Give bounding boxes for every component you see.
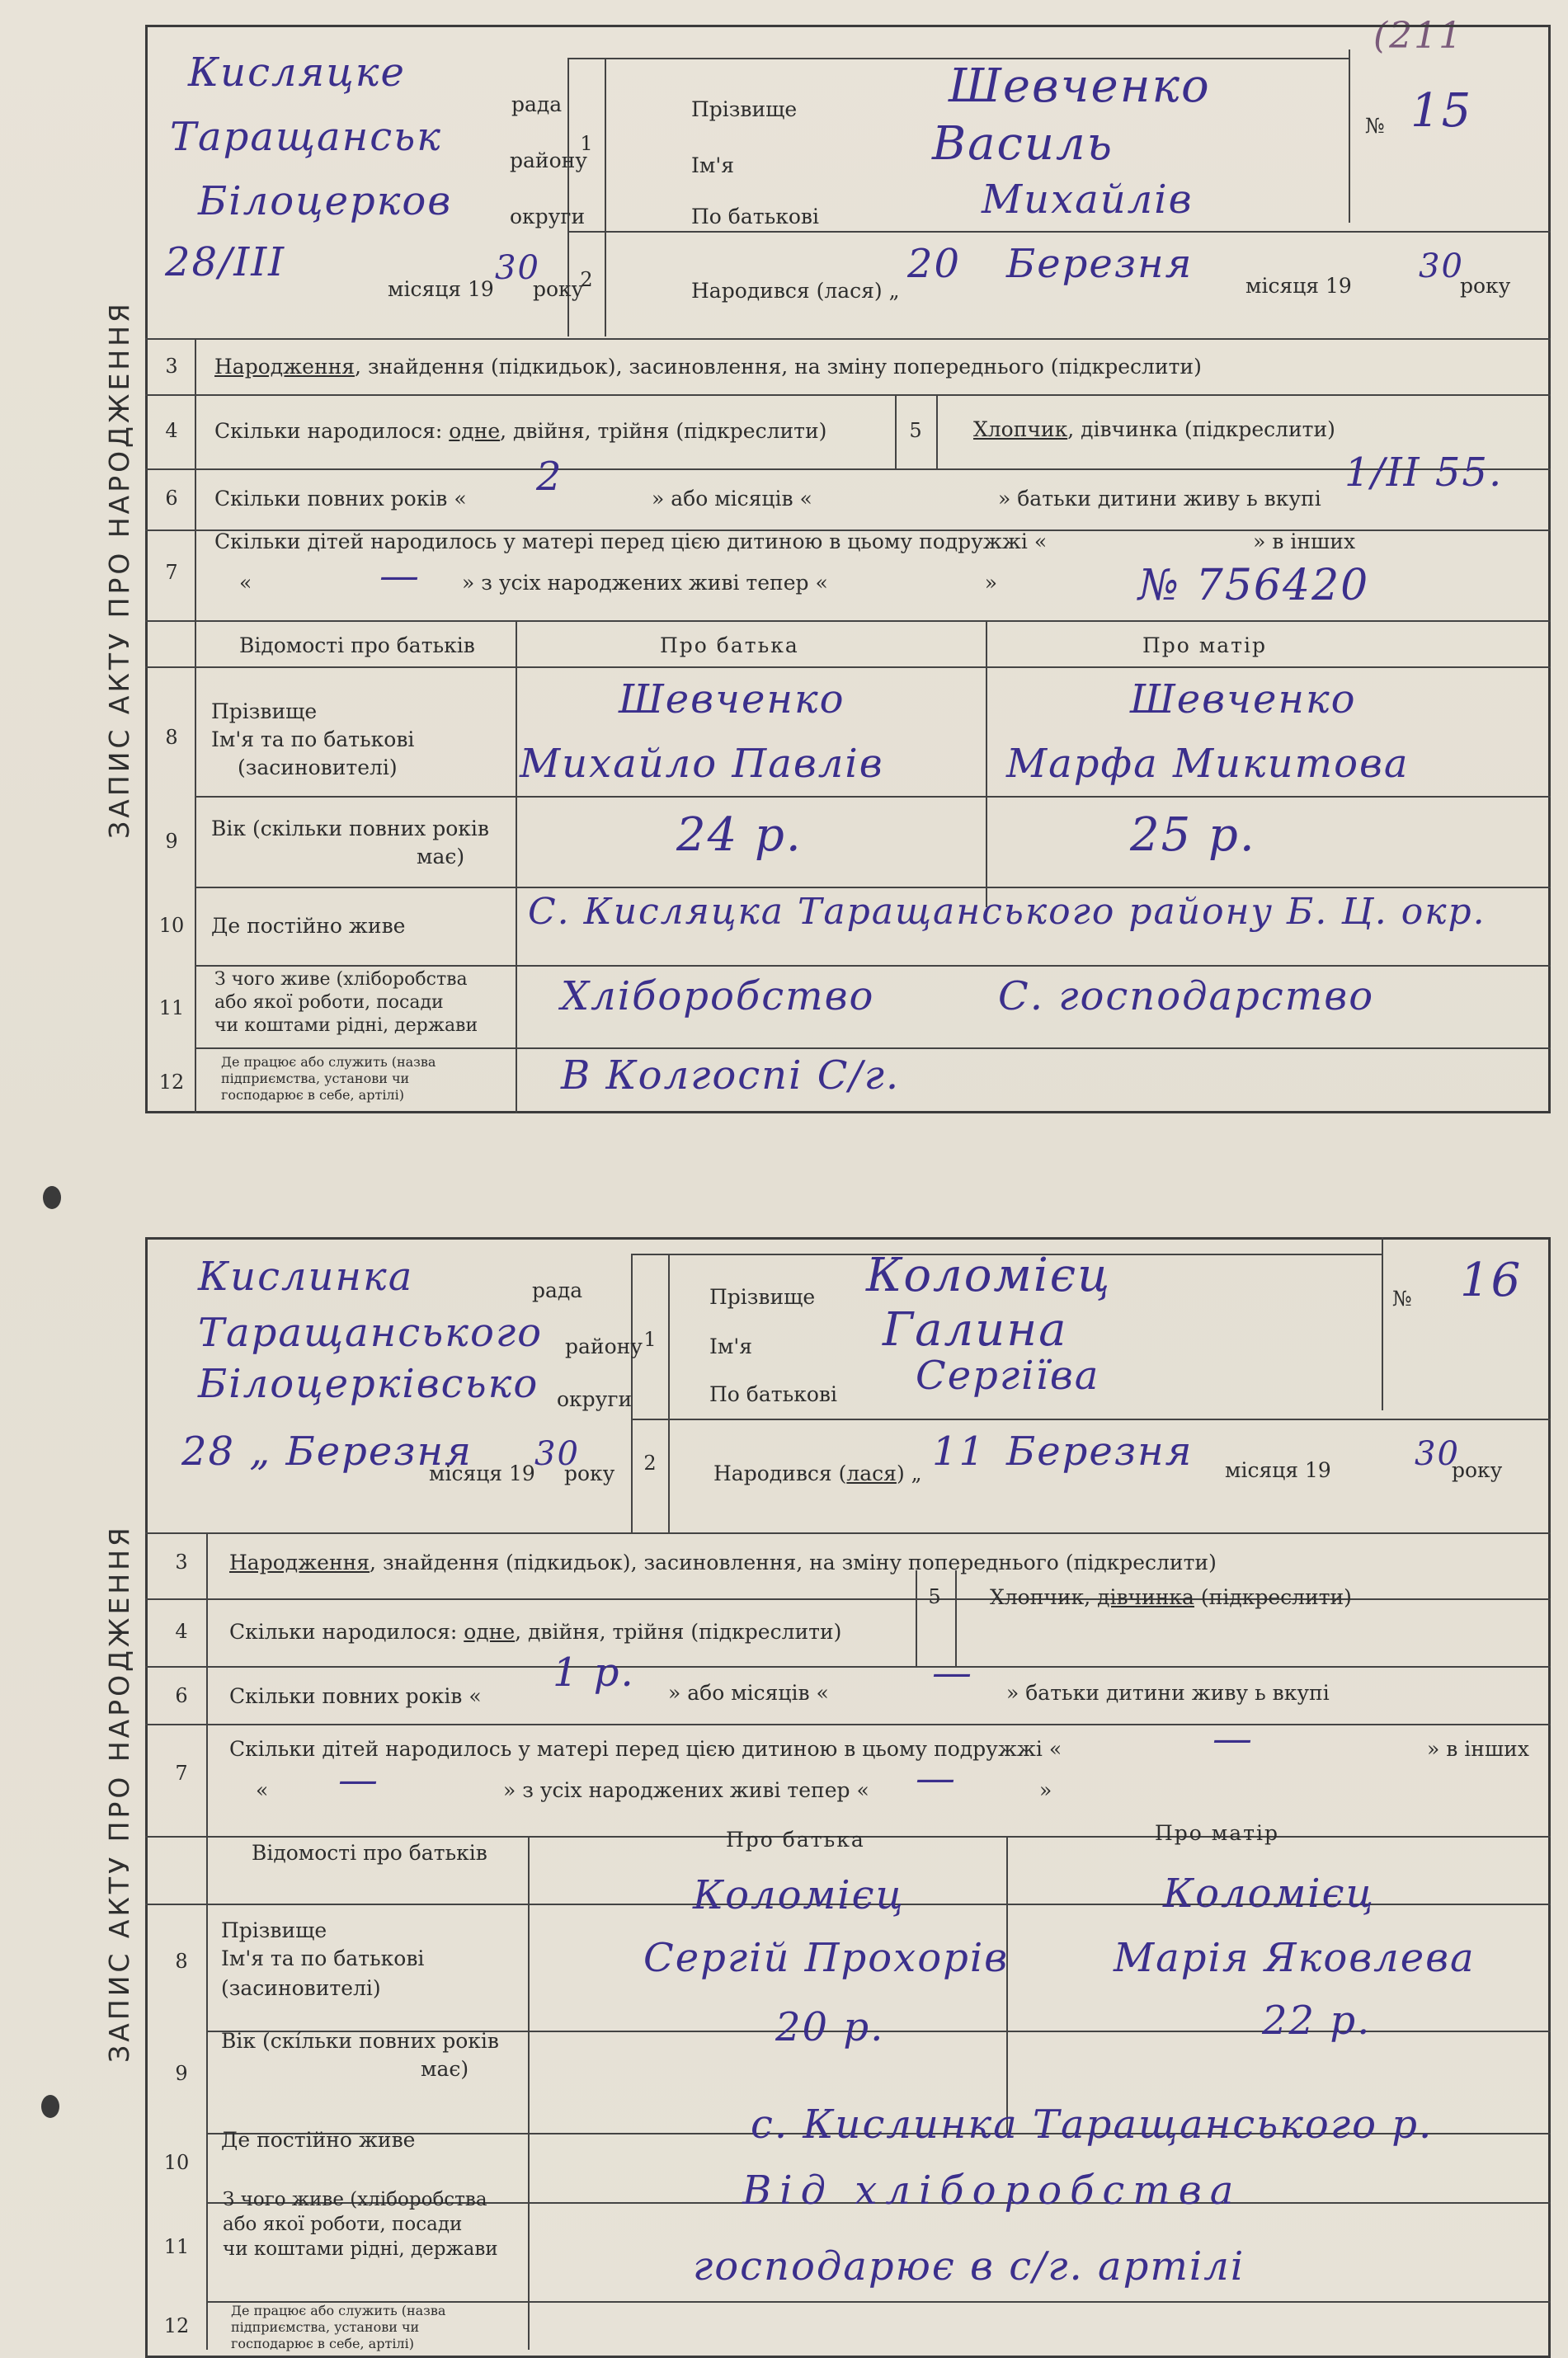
row6-years-label: Скільки повних років « <box>214 487 467 511</box>
row11-label-b: або якої роботи, посади <box>223 2214 463 2235</box>
row6-together-label: » батьки дитини живу ь вкупі <box>998 487 1321 511</box>
row7-other-label: » в інших <box>1427 1737 1529 1761</box>
name-label: Ім'я <box>691 153 734 177</box>
okrug-label: округи <box>557 1387 633 1411</box>
work-value: В Колгоспі С/г. <box>561 1052 901 1099</box>
row-number: 3 <box>175 1551 188 1574</box>
livelihood-value: Від хліборобства <box>742 2167 1242 2214</box>
row8-label-b: Ім'я та по батькові <box>211 727 415 751</box>
row11-label-c: чи коштами рідні, держави <box>214 1015 478 1036</box>
row-number: 10 <box>158 914 185 937</box>
okrug-label: округи <box>510 205 586 228</box>
row4-text: Скільки народилося: одне, двійня, трійня (підкреслити) <box>229 1620 842 1644</box>
row9-label-b: має) <box>421 2057 469 2081</box>
registration-date-value: 28/III <box>165 239 286 285</box>
row6-months-value: — <box>932 1650 973 1696</box>
born-year-label: року <box>1460 274 1511 298</box>
mother-surname-value: Шевченко <box>1130 676 1357 722</box>
row-number: 5 <box>909 419 922 442</box>
mother-age-value: 25 р. <box>1130 808 1256 862</box>
row-number: 8 <box>165 726 178 749</box>
row10-label: Де постійно живе <box>221 2128 416 2152</box>
record-number-label: № <box>1392 1287 1412 1311</box>
born-year-value: 30 <box>1415 1435 1460 1473</box>
row12-label-b: підприємства, установи чи <box>231 2319 420 2335</box>
born-month-value: Березня <box>1006 241 1194 287</box>
father-age-value: 20 р. <box>775 2004 885 2050</box>
surname-label: Прізвище <box>709 1285 816 1309</box>
row11-label-c: чи коштами рідні, держави <box>223 2238 498 2260</box>
residence-value: с. Кислинка Таращанського р. <box>751 2101 1434 2148</box>
mother-name-value: Марія Яковлева <box>1114 1935 1476 1981</box>
council-value: Кисляцке <box>188 49 406 96</box>
row8-label-c: (засиновителі) <box>221 1976 381 2000</box>
record-number-value: 15 <box>1410 84 1473 138</box>
born-month-label: місяця 19 <box>1225 1458 1331 1482</box>
row12-label-b: підприємства, установи чи <box>221 1071 410 1086</box>
row-number: 2 <box>580 268 593 291</box>
row8-label-a: Прізвище <box>221 1918 327 1942</box>
row-number: 1 <box>580 132 593 155</box>
row7-alive-label: » з усіх народжених живі тепер « » <box>462 571 998 595</box>
record-number-label: № <box>1365 114 1385 138</box>
born-label: Народився (лася) „ <box>691 279 900 303</box>
binder-hole-top <box>43 1186 61 1209</box>
father-name-value: Сергій Прохорів <box>643 1935 1010 1981</box>
mother-livelihood-value: С. господарство <box>998 973 1375 1019</box>
binder-hole-bottom <box>41 2095 59 2118</box>
row7-stamp-number: № 756420 <box>1138 561 1370 610</box>
mother-header: Про матір <box>1142 633 1267 657</box>
row7-dash: — <box>379 553 421 599</box>
row10-label: Де постійно живе <box>211 914 406 938</box>
row6-together-label: » батьки дитини живу ь вкупі <box>1006 1681 1330 1705</box>
row6-years-value: 1 р. <box>553 1650 635 1696</box>
registration-year-value: 30 <box>495 249 540 287</box>
row7-alive-label: » з усіх народжених живі тепер « <box>503 1778 869 1802</box>
row-number: 4 <box>165 419 178 442</box>
row7-dash2: — <box>338 1757 379 1803</box>
row6-years-label: Скільки повних років « <box>229 1684 482 1708</box>
row-number: 9 <box>165 830 178 853</box>
registration-month-label: місяця 19 <box>429 1461 535 1485</box>
registration-date-value: 28 „ Березня <box>181 1428 473 1475</box>
surname-label: Прізвище <box>691 97 798 121</box>
row5-text: Хлопчик, дівчинка (підкреслити) <box>973 417 1335 441</box>
row-number: 12 <box>163 2314 190 2337</box>
row9-label-a: Вік (скі́льки повних років <box>221 2029 499 2053</box>
district-label: району <box>510 148 587 172</box>
mother-surname-value: Коломієц <box>1163 1871 1376 1917</box>
row6-years-value: 2 <box>536 454 563 500</box>
birth-record-15 <box>91 25 1551 1113</box>
born-label: Народився (лася) „ <box>713 1461 922 1485</box>
row9-label-b: має) <box>417 845 465 868</box>
row8-label-c: (засиновителі) <box>238 755 398 779</box>
registration-year-label: року <box>533 277 584 301</box>
row3-text: Народження, знайдення (підкидьок), засиновлення, на зміну попереднього (підкреслити) <box>214 355 1202 379</box>
row-number: 3 <box>165 355 178 378</box>
patronymic-value: Сергіїва <box>916 1353 1100 1399</box>
row3-text: Народження, знайдення (підкидьок), засиновлення, на зміну попереднього (підкреслити) <box>229 1551 1217 1574</box>
born-year-label: року <box>1452 1458 1503 1482</box>
work-value: господарює в с/г. артілі <box>693 2243 1245 2290</box>
row-number: 1 <box>643 1328 657 1351</box>
row11-label-a: З чого живе (хліборобства <box>214 969 468 990</box>
row12-label-c: господарює в себе, артілі) <box>221 1087 404 1103</box>
surname-value: Коломієц <box>866 1249 1112 1302</box>
registration-year-value: 30 <box>534 1435 580 1473</box>
row7-line1: Скільки дітей народилось у матері перед цією дитиною в цьому подружжі « <box>229 1737 1062 1761</box>
father-header: Про батька <box>726 1828 865 1852</box>
father-age-value: 24 р. <box>676 808 803 862</box>
row-number: 11 <box>158 996 185 1019</box>
district-value: Таращанськ <box>170 114 442 160</box>
okrug-value: Білоцерков <box>198 178 453 224</box>
father-surname-value: Шевченко <box>619 676 845 722</box>
name-value: Василь <box>932 117 1114 171</box>
okrug-value: Білоцерківсько <box>198 1361 539 1407</box>
patronymic-label: По батькові <box>691 205 819 228</box>
row9-label-a: Вік (скільки повних років <box>211 817 489 840</box>
father-livelihood-value: Хліборобство <box>561 973 875 1019</box>
birth-record-16 <box>91 1237 1551 2350</box>
row12-label-a: Де працює або служить (назва <box>231 2303 446 2318</box>
registration-month-label: місяця 19 <box>388 277 494 301</box>
row-number: 9 <box>175 2062 188 2085</box>
row-number: 2 <box>643 1452 657 1475</box>
patronymic-value: Михайлів <box>982 176 1194 223</box>
row-number: 4 <box>175 1620 188 1643</box>
row7-line2: « <box>256 1778 269 1802</box>
corner-mark: (211 <box>1373 15 1464 57</box>
born-day-value: 20 <box>907 241 962 287</box>
row-number: 6 <box>165 487 178 510</box>
row12-label-c: господарює в себе, артілі) <box>231 2336 414 2351</box>
record-number-value: 16 <box>1460 1254 1523 1307</box>
row11-label-b: або якої роботи, посади <box>214 992 444 1013</box>
record-side-title: ЗАПИС АКТУ ПРО НАРОДЖЕННЯ <box>102 299 135 839</box>
mother-header: Про матір <box>1155 1821 1279 1845</box>
row11-label-a: З чого живе (хліборобства <box>223 2189 487 2210</box>
row8-label-b: Ім'я та по батькові <box>221 1946 425 1970</box>
father-name-value: Михайло Павлів <box>520 741 884 787</box>
parents-header: Відомості про батьків <box>252 1841 487 1865</box>
residence-value: С. Кисляцка Таращанського району Б. Ц. окр. <box>528 891 1486 933</box>
name-value: Галина <box>883 1303 1068 1357</box>
row-number: 7 <box>165 561 178 584</box>
surname-value: Шевченко <box>949 59 1211 113</box>
born-month-label: місяця 19 <box>1245 274 1352 298</box>
row6-note: 1/II 55. <box>1344 449 1504 496</box>
patronymic-label: По батькові <box>709 1382 837 1406</box>
council-value: Кислинка <box>198 1254 414 1300</box>
born-day-value: 11 <box>932 1428 986 1475</box>
mother-age-value: 22 р. <box>1262 1998 1372 2044</box>
row-number: 12 <box>158 1071 185 1094</box>
row-number: 7 <box>175 1762 188 1785</box>
row5-text: Хлопчик, дівчинка (підкреслити) <box>990 1585 1352 1609</box>
row4-text: Скільки народилося: одне, двійня, трійня (підкреслити) <box>214 419 827 443</box>
council-label: рада <box>511 92 563 116</box>
row7-line2: « <box>239 571 252 595</box>
row7-close: » <box>1039 1778 1052 1802</box>
row6-months-label: » або місяців « <box>652 487 812 511</box>
father-header: Про батька <box>660 633 799 657</box>
row7-dash1: — <box>1212 1716 1254 1762</box>
row7-dash3: — <box>916 1755 957 1801</box>
row-number: 6 <box>175 1684 188 1707</box>
row-number: 5 <box>928 1585 941 1608</box>
row-number: 11 <box>163 2235 190 2258</box>
row-number: 10 <box>163 2151 190 2174</box>
mother-name-value: Марфа Микитова <box>1006 741 1410 787</box>
row12-label-a: Де працює або служить (назва <box>221 1054 436 1070</box>
district-value: Таращанського <box>198 1310 543 1356</box>
row8-label-a: Прізвище <box>211 699 318 723</box>
district-label: району <box>565 1334 643 1358</box>
council-label: рада <box>532 1278 583 1302</box>
row7-line1: Скільки дітей народилось у матері перед цією дитиною в цьому подружжі « » в інших <box>214 529 1356 553</box>
row-number: 8 <box>175 1950 188 1973</box>
born-month-value: Березня <box>1006 1428 1194 1475</box>
row6-months-label: » або місяців « <box>668 1681 829 1705</box>
name-label: Ім'я <box>709 1334 752 1358</box>
record-side-title: ЗАПИС АКТУ ПРО НАРОДЖЕННЯ <box>102 1524 135 2063</box>
father-surname-value: Коломієц <box>693 1872 906 1918</box>
registration-year-label: року <box>564 1461 615 1485</box>
parents-header: Відомості про батьків <box>239 633 475 657</box>
born-year-value: 30 <box>1419 247 1464 285</box>
